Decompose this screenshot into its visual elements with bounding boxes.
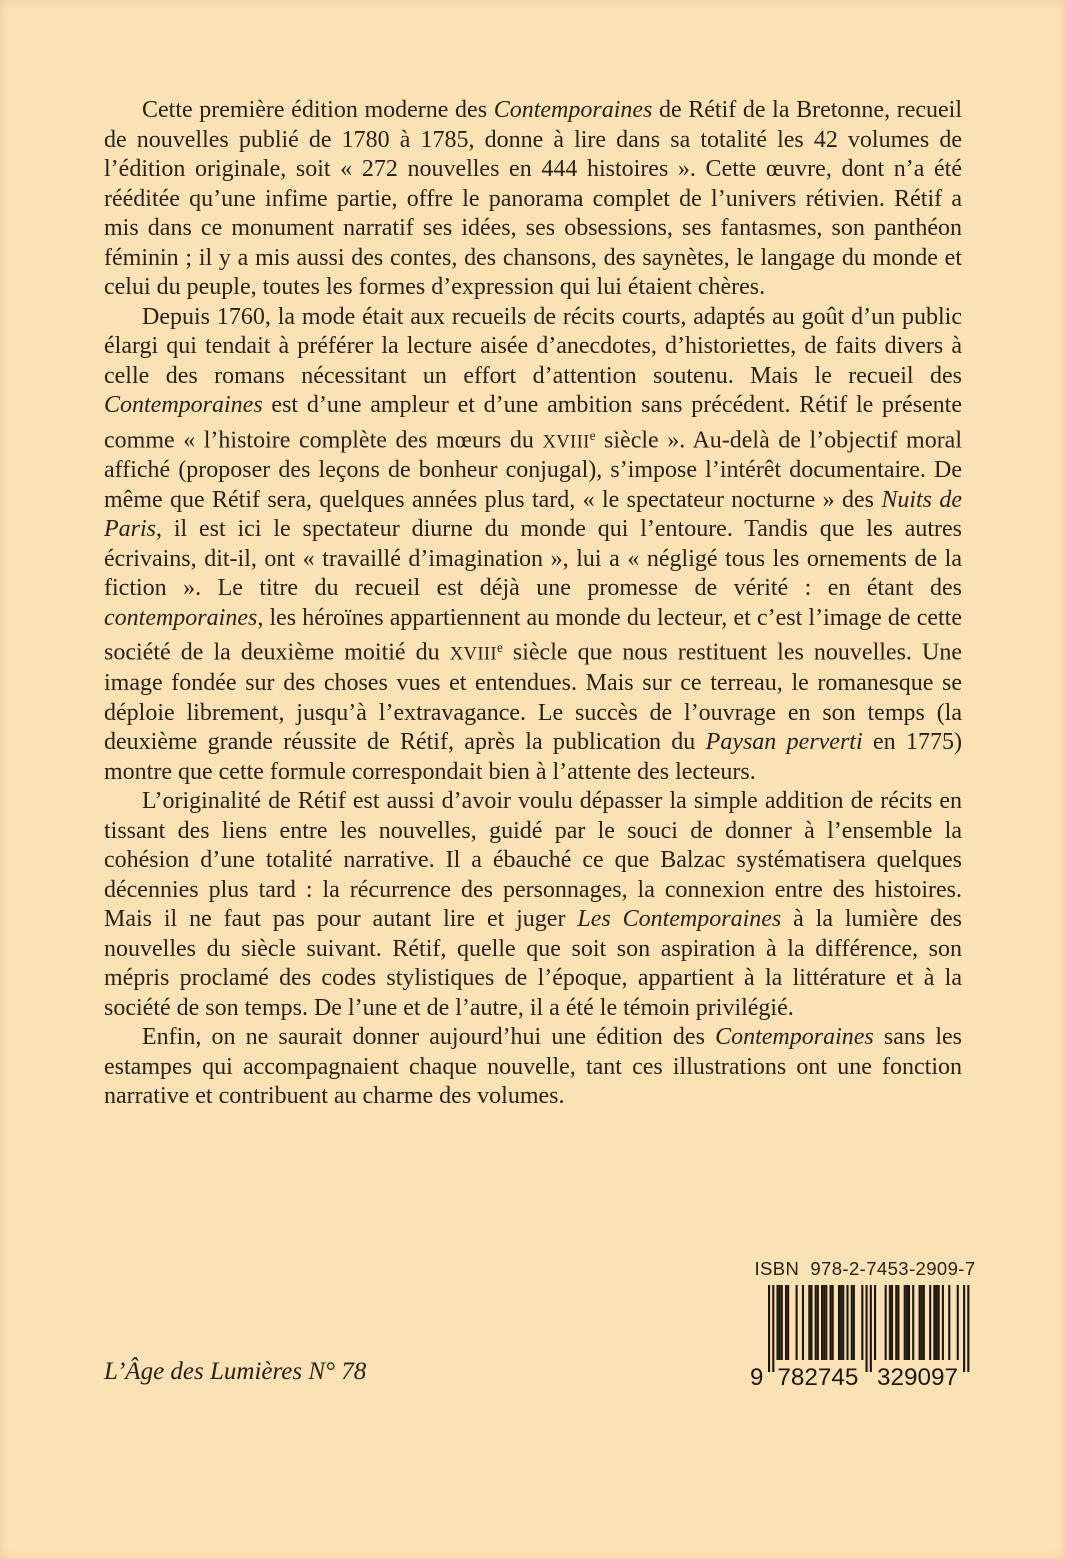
isbn-number-label: ISBN 978-2-7453-2909-7: [754, 1258, 976, 1279]
svg-text:9: 9: [750, 1364, 764, 1389]
series-label: L’Âge des Lumières N° 78: [104, 1358, 367, 1385]
paragraph: L’originalité de Rétif est aussi d’avoir voulu dépasser la simple addition de récits en tissant des liens entre les nouvelles, guidé par le souci de donner à l’ensemble la cohésion d’une totalité narrative. Il a ébauché ce que Balzac systématisera quelques décennies plus tard : la récurrence des personnages, la connexion entre des histoires. Mais il ne faut pas pour autant lire et juger Les Contemporaines à la lumière des nouvelles du siècle suivant. Rétif, quelle que soit son aspiration à la différence, son mépris proclamé des codes stylistiques de l’époque, appartient à la littérature et à la société de son temps. De l’une et de l’autre, il a été le témoin privilégié.: [104, 788, 963, 1021]
paragraph: Enfin, on ne saurait donner aujourd’hui une édition des Contemporaines sans les estampes qui accompagnaient chaque nouvelle, tant ces illustrations ont une fonction narrative et contribuent au charme des volumes.: [104, 1024, 962, 1109]
isbn-barcode: [750, 1258, 980, 1389]
body-text: [104, 96, 962, 1112]
paragraph: Depuis 1760, la mode était aux recueils de récits courts, adaptés au goût d’un public élargi qui tendait à préférer la lecture aisée d’anecdotes, d’historiettes, de faits divers à celle des romans nécessitant un effort d’attention soutenu. Mais le recueil des Contemporaines est d’une ampleur et d’une ambition sans précédent. Rétif le présente comme « l’histoire complète des mœurs du XVIIIe siècle ». Au-delà de l’objectif moral affiché (proposer des leçons de bonheur conjugal), s’impose l’intérêt documentaire. De même que Rétif sera, quelques années plus tard, « le spectateur nocturne » des Nuits de Paris, il est ici le spectateur diurne du monde qui l’entoure. Tandis que les autres écrivains, dit-il, ont « travaillé d’imagination », lui a « négligé tous les ornements de la fiction ». Le titre du recueil est déjà une promesse de vérité : en étant des contemporaines, les héroïnes appartiennent au monde du lecteur, et c’est l’image de cette société de la deuxième moitié du XVIIIe siècle que nous restituent les nouvelles. Une image fondée sur des choses vues et entendues. Mais sur ce terreau, le romanesque se déploie librement, jusqu’à l’extravagance. Le succès de l’ouvrage en son temps (la deuxième grande réussite de Rétif, après la publication du Paysan perverti en 1775) montre que cette formule correspondait bien à l’attente des lecteurs.: [104, 303, 963, 785]
paragraph: Cette première édition moderne des Contemporaines de Rétif de la Bretonne, recueil de nouvelles publié de 1780 à 1785, donne à lire dans sa totalité les 42 volumes de l’édition originale, soit « 272 nouvelles en 444 histoires ». Cette œuvre, dont n’a été rééditée qu’une infime partie, offre le panorama complet de l’univers rétivien. Rétif a mis dans ce monument narratif ses idées, ses obsessions, ses fantasmes, son panthéon féminin ; il y a mis aussi des contes, des chansons, des saynètes, le langage du monde et celui du peuple, toutes les formes d’expression qui lui étaient chères.: [104, 97, 962, 300]
svg-text:329097: 329097: [877, 1364, 959, 1389]
svg-text:782745: 782745: [777, 1364, 859, 1389]
ean13-barcode-svg: [750, 1285, 978, 1389]
